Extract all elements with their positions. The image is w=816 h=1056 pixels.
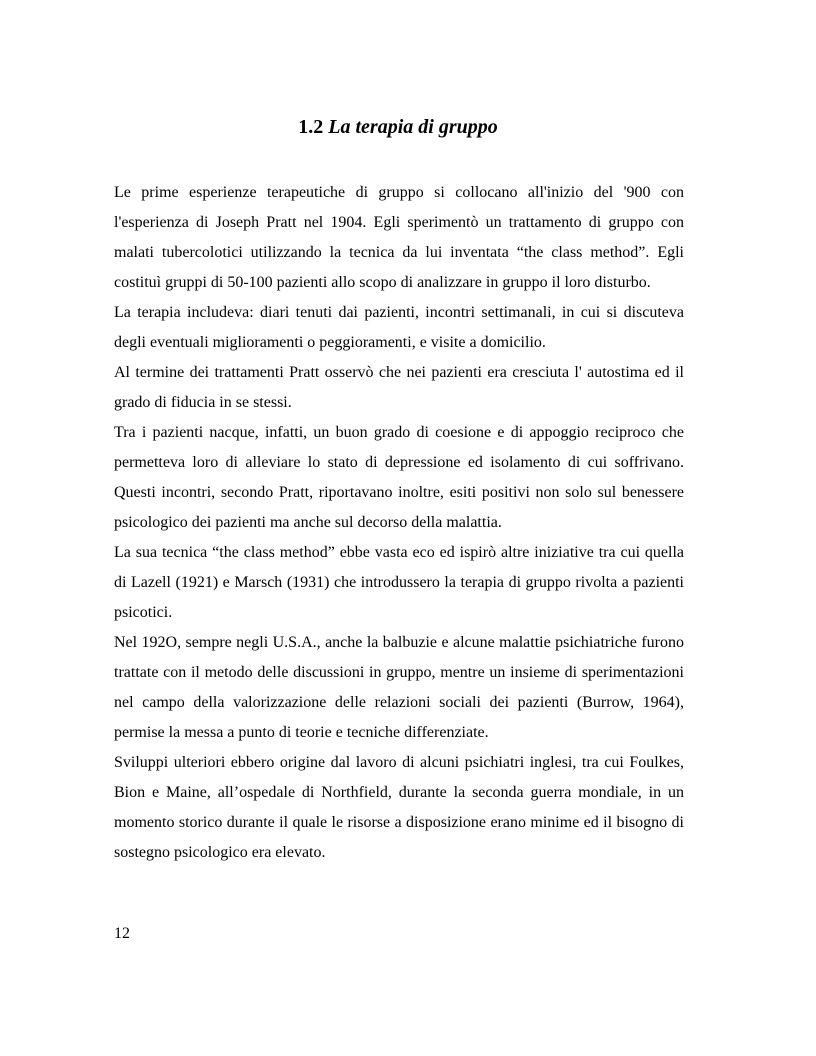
page-number: 12 [114,925,130,942]
section-number: 1.2 [298,116,324,138]
body-text [114,178,684,868]
paragraph: La sua tecnica “the class method” ebbe vasta eco ed ispirò altre iniziative tra cui quella di Lazell (1921) e Marsch (1931) che introdussero la terapia di gruppo rivolta a pazienti psicotici. [114,544,684,621]
paragraph: Tra i pazienti nacque, infatti, un buon grado di coesione e di appoggio reciproco che permetteva loro di alleviare lo stato di depressione ed isolamento di cui soffrivano. Questi incontri, secondo Pratt, riportavano inoltre, esiti positivi non solo sul benessere psicologico dei pazienti ma anche sul decorso della malattia. [114,424,684,531]
paragraph: Le prime esperienze terapeutiche di gruppo si collocano all'inizio del '900 con l'esperienza di Joseph Pratt nel 1904. Egli sperimentò un trattamento di gruppo con malati tubercolotici utilizzando la tecnica da lui inventata “the class method”. Egli costituì gruppi di 50-100 pazienti allo scopo di analizzare in gruppo il loro disturbo. [114,184,684,291]
section-heading [0,113,796,141]
paragraph: Sviluppi ulteriori ebbero origine dal lavoro di alcuni psichiatri inglesi, tra cui Foulkes, Bion e Maine, all’ospedale di Northfield, durante la seconda guerra mondiale, in un momento storico durante il quale le risorse a disposizione erano minime ed il bisogno di sostegno psicologico era elevato. [114,754,684,861]
paragraph: La terapia includeva: diari tenuti dai pazienti, incontri settimanali, in cui si discuteva degli eventuali miglioramenti o peggioramenti, e visite a domicilio. [114,304,684,351]
paragraph: Al termine dei trattamenti Pratt osservò che nei pazienti era cresciuta l' autostima ed il grado di fiducia in se stessi. [114,364,684,411]
paragraph: Nel 192O, sempre negli U.S.A., anche la balbuzie e alcune malattie psichiatriche furono trattate con il metodo delle discussioni in gruppo, mentre un insieme di sperimentazioni nel campo della valorizzazione delle relazioni sociali dei pazienti (Burrow, 1964), permise la messa a punto di teorie e tecniche differenziate. [114,634,684,741]
section-title: La terapia di gruppo [328,116,498,138]
